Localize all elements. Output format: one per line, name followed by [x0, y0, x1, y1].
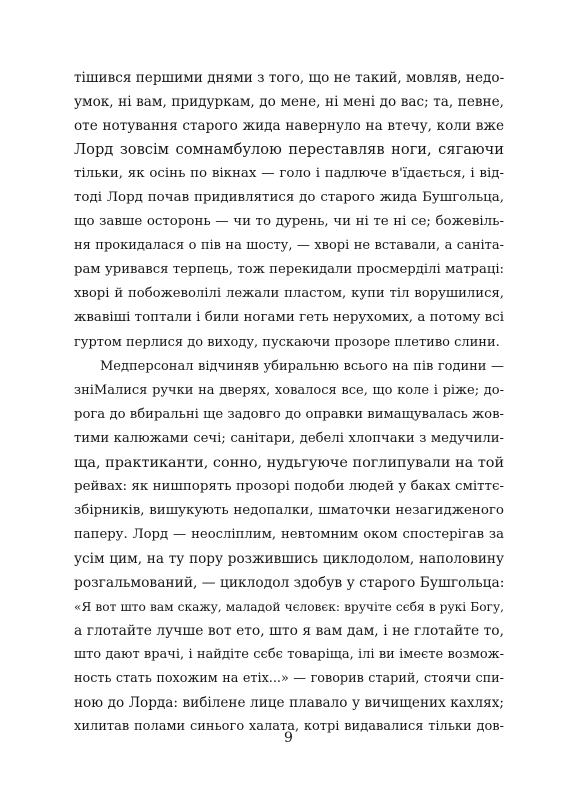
text-line: тішився першими днями з того, що не такий, мовляв, недо- [74, 70, 505, 86]
text-line: ною до Лорда: вибілене лице плавало у вичищених кахлях; [74, 695, 504, 712]
text-line: усім цим, на ту пору розжившись циклодолом, наполовину [74, 550, 504, 567]
text-line: гуртом перлися до виходу, пускаючи прозоре плетиво слини. [74, 334, 500, 350]
text-line: ня прокидалася о пів на шосту, — хворі не вставали, а саніта- [74, 238, 504, 254]
text-line: тільки, як осінь по вікнах — голо і падлюче в'їдається, і від- [74, 166, 504, 182]
text-line: що завше осторонь — чи то дурень, чи ні те ні се; божевіль- [74, 214, 504, 230]
page-number: 9 [284, 730, 293, 746]
text-line: ность стать похожим на етіх...» — говорив старий, стоячи спи- [74, 671, 504, 687]
text-line: рога до вбиральні ще задовго до оправки вимащувалась жов- [74, 406, 504, 422]
text-line: тими калюжами сечі; санітари, дебелі хлопчаки з медучили- [74, 430, 504, 446]
text-line: паперу. Лорд — неосліплим, невтомним оком спостерігав за [74, 526, 504, 542]
body-text [74, 66, 504, 739]
text-line: ща, практиканти, сонно, нудьгуюче поглипували на той [74, 454, 505, 471]
text-line: Лорд зовсім сомнамбулою переставляв ноги, сягаючи [74, 141, 504, 159]
text-line: жвавіші топтали і били ногами геть нерухомих, а потому всі [74, 310, 504, 326]
paragraph-1 [74, 66, 504, 355]
text-line: збірників, вишукують недопалки, шматочки незагидженого [74, 502, 504, 518]
text-line: зніМалися ручки на дверях, ховалося все, що коле і ріже; до- [74, 382, 504, 398]
text-line: умок, ні вам, придуркам, до мене, ні мені до вас; та, певне, [74, 94, 504, 111]
text-line: хворі й побожеволілі лежали пластом, купи тіл ворушилися, [74, 286, 504, 302]
text-line: Медперсонал відчиняв убиральню всього на пів години — [100, 358, 504, 374]
text-line: оте нотування старого жида навернуло на втечу, коли вже [74, 118, 504, 135]
text-line: хилитав полами синього халата, котрі видавалися тільки дов- [74, 719, 504, 735]
text-line: розгальмований, — циклодол здобув у старого Бушгольца: [74, 574, 505, 591]
text-line: што дают врачі, і найдіте сєбє товаріща, ілі ви імеєте возмож- [74, 647, 504, 663]
text-line: а глотайте лучше вот ето, што я вам дам, і не глотайте то, [74, 623, 504, 640]
text-line: тоді Лорд почав придивлятися до старого жида Бушгольца, [74, 190, 504, 206]
text-line: рейвах: як нишпорять прозорі подоби людей у баках сміттє- [74, 478, 504, 494]
text-line: «Я вот што вам скажу, маладой чєловєк: вручіте сєбя в рукі Богу, [74, 600, 504, 615]
paragraph-2 [74, 355, 504, 740]
text-line: рам уривався терпець, тож перекидали просмерділі матраці: [74, 262, 504, 278]
